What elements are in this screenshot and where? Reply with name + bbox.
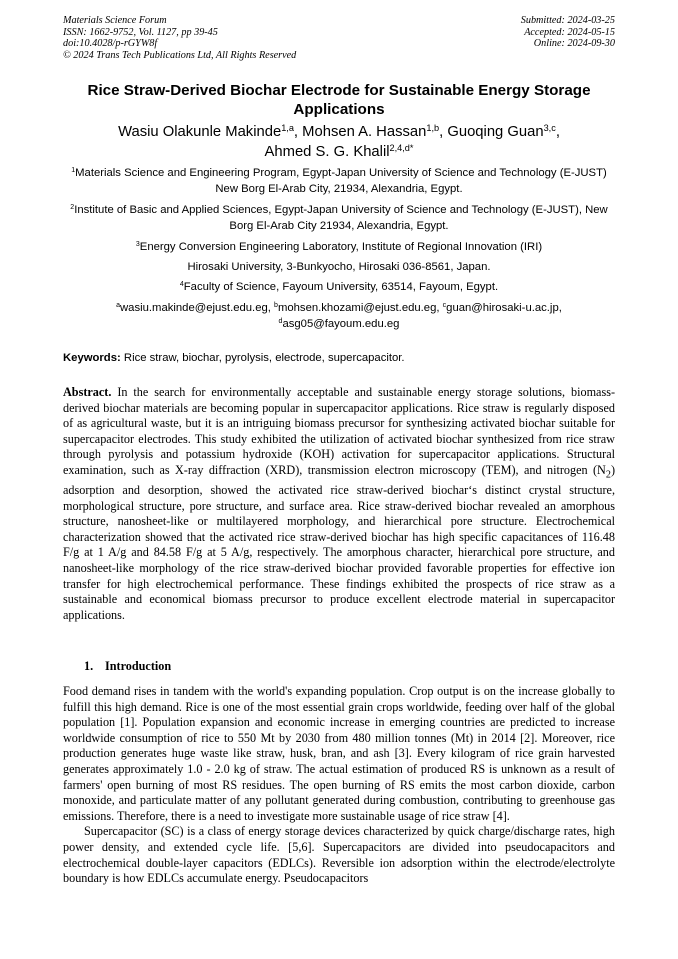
author-sup: 3,c xyxy=(543,122,556,133)
introduction-body xyxy=(63,684,615,887)
journal-header-left xyxy=(63,15,296,61)
author-emails: $^a$wasiu.makinde@ejust.edu.eg, $^b$mohsen.khozami@ejust.edu.eg, $^c$guan@hirosaki-u.ac.jp, $^d$asg05@fayoum.edu.eg xyxy=(116,302,562,330)
journal-name: Materials Science Forum xyxy=(63,15,167,26)
paragraph: Supercapacitor (SC) is a class of energy storage devices characterized by quick charge/discharge rates, high power density, and extended cycle life. [5,6]. Supercapacitors are divided into pseudocapacitors and electrochemical double-layer capacitors (EDLCs). Reversible ion adsorption within the electrode/electrolyte boundary is how EDLCs accumulate energy. Pseudocapacitors xyxy=(63,824,615,886)
author-sup: 2,4,d* xyxy=(389,142,414,153)
journal-header-right xyxy=(521,15,615,50)
keywords xyxy=(63,351,615,366)
author-name: Wasiu Olakunle Makinde xyxy=(118,124,282,140)
copyright-line: © 2024 Trans Tech Publications Ltd, All Rights Reserved xyxy=(63,49,297,61)
abstract: Abstract. In the search for environmentally acceptable and sustainable energy storage solutions, biomass-derived biochar materials are becoming popular in supercapacitor applications. Rice straw is regularly disposed of as agricultural waste, but it is an intriguing biomass precursor for synthesizing activated biochar suitable for supercapacitor electrodes. This study exhibited the utilization of activated biochar synthesized from rice straw through pyrolysis and potassium hydroxide (KOH) activation for supercapacitor applications. Structural examination, such as X-ray diffraction (XRD), transmission electron microscopy (TEM), and nitrogen $(N_2)$ adsorption and desorption, showed the activated rice straw-derived biochar‘s distinct crystal structure, morphological structure, pore structure, and surface area. Rice straw-derived biochar revealed an amorphous structure, nanosheet-like or multilayered morphology, and hierarchical pore structure. Electrochemical characterization showed that the activated rice straw-derived biochar has high specific capacitances of 116.48 F/g at 1 A/g and 84.58 F/g at 5 A/g, respectively. The amorphous character, hierarchical pore structure, and nanosheet-like morphology of the rice straw-derived biochar provided favorable properties for effective ion transfer for high electrochemical performance. These findings exhibited the prospects of rice straw as a sustainable and economical biomass precursor to produce excellent electrode material in supercapacitor applications. xyxy=(63,385,616,622)
paper-title: Rice Straw-Derived Biochar Electrode for Sustainable Energy Storage Applications xyxy=(87,82,591,118)
author-name: Guoqing Guan xyxy=(447,124,544,140)
keywords-label: Keywords: xyxy=(63,352,121,364)
keywords-text: Rice straw, biochar, pyrolysis, electrode, supercapacitor. xyxy=(123,352,405,364)
section-number: 1. xyxy=(84,659,94,673)
submitted-date: Submitted: 2024-03-25 xyxy=(520,15,615,26)
accepted-date: Accepted: 2024-05-15 xyxy=(524,26,615,38)
author-list: Wasiu Olakunle Makinde$^{1,a}$, Mohsen A. Hassan$^{1,b}$, Guoqing Guan$^{3,c}$, Ahmed S. G. Khalil$^{2,4,d*}$ xyxy=(118,122,560,160)
section-heading-introduction xyxy=(84,659,171,674)
online-date: Online: 2024-09-30 xyxy=(533,38,615,50)
author-sup: 1,b xyxy=(426,122,440,133)
email-c[interactable]: guan@hirosaki-u.ac.jp, xyxy=(446,302,562,314)
affiliation-3-line-2: Hirosaki University, 3-Bunkyocho, Hirosaki 036-8561, Japan. xyxy=(187,261,491,273)
affiliation-1: $^1$Materials Science and Engineering Program, Egypt-Japan University of Science and Technology (E-JUST) New Borg El-Arab City, 21934, Alexandria, Egypt. xyxy=(71,167,607,195)
affiliation-3: $^3$Energy Conversion Engineering Laboratory, Institute of Regional Innovation (IRI) xyxy=(135,241,543,253)
email-a[interactable]: wasiu.makinde@ejust.edu.eg, xyxy=(120,302,271,314)
affiliation-4: $^4$Faculty of Science, Fayoum University, 63514, Fayoum, Egypt. xyxy=(179,281,499,293)
abstract-label: Abstract. xyxy=(63,385,112,399)
author-sup: 1,a xyxy=(281,122,294,133)
doi-line: doi:10.4028/p-rGYW8f xyxy=(63,38,158,50)
email-b[interactable]: mohsen.khozami@ejust.edu.eg, xyxy=(277,302,440,314)
paragraph: Food demand rises in tandem with the world's expanding population. Crop output is on the increase globally to fulfill this high demand. Rice is one of the most essential grain crops worldwide, feeding over half of the global population [1]. Population expansion and economic increase in emerging countries are predicted to increase worldwide consumption of rice to 550 Mt by 2030 from 480 million tonnes (Mt) in 2014 [2]. Moreover, rice production generates huge waste like straw, husk, bran, and ash [3]. Every kilogram of rice grain harvested generates approximately 1.0 - 2.0 kg of straw. The actual estimation of produced RS is unknown as a result of farmers' open burning of most RS residues. The open burning of RS emits the most carbon dioxide, carbon monoxide, and particulate matter of any pollutant generated during combustion, contributing to greenhouse gas emissions. Therefore, there is a need to investigate more sustainable usage of rice straw [4]. xyxy=(63,684,615,823)
author-name: Ahmed S. G. Khalil xyxy=(264,143,390,160)
section-title: Introduction xyxy=(105,659,172,673)
email-d[interactable]: asg05@fayoum.edu.eg xyxy=(282,317,400,330)
issn-line: ISSN: 1662-9752, Vol. 1127, pp 39-45 xyxy=(63,26,218,38)
affiliation-2: $^2$Institute of Basic and Applied Sciences, Egypt-Japan University of Science and Technology (E-JUST), New Borg El-Arab City 21934, Alexandria, Egypt. xyxy=(70,204,608,232)
author-name: Mohsen A. Hassan xyxy=(302,124,427,140)
